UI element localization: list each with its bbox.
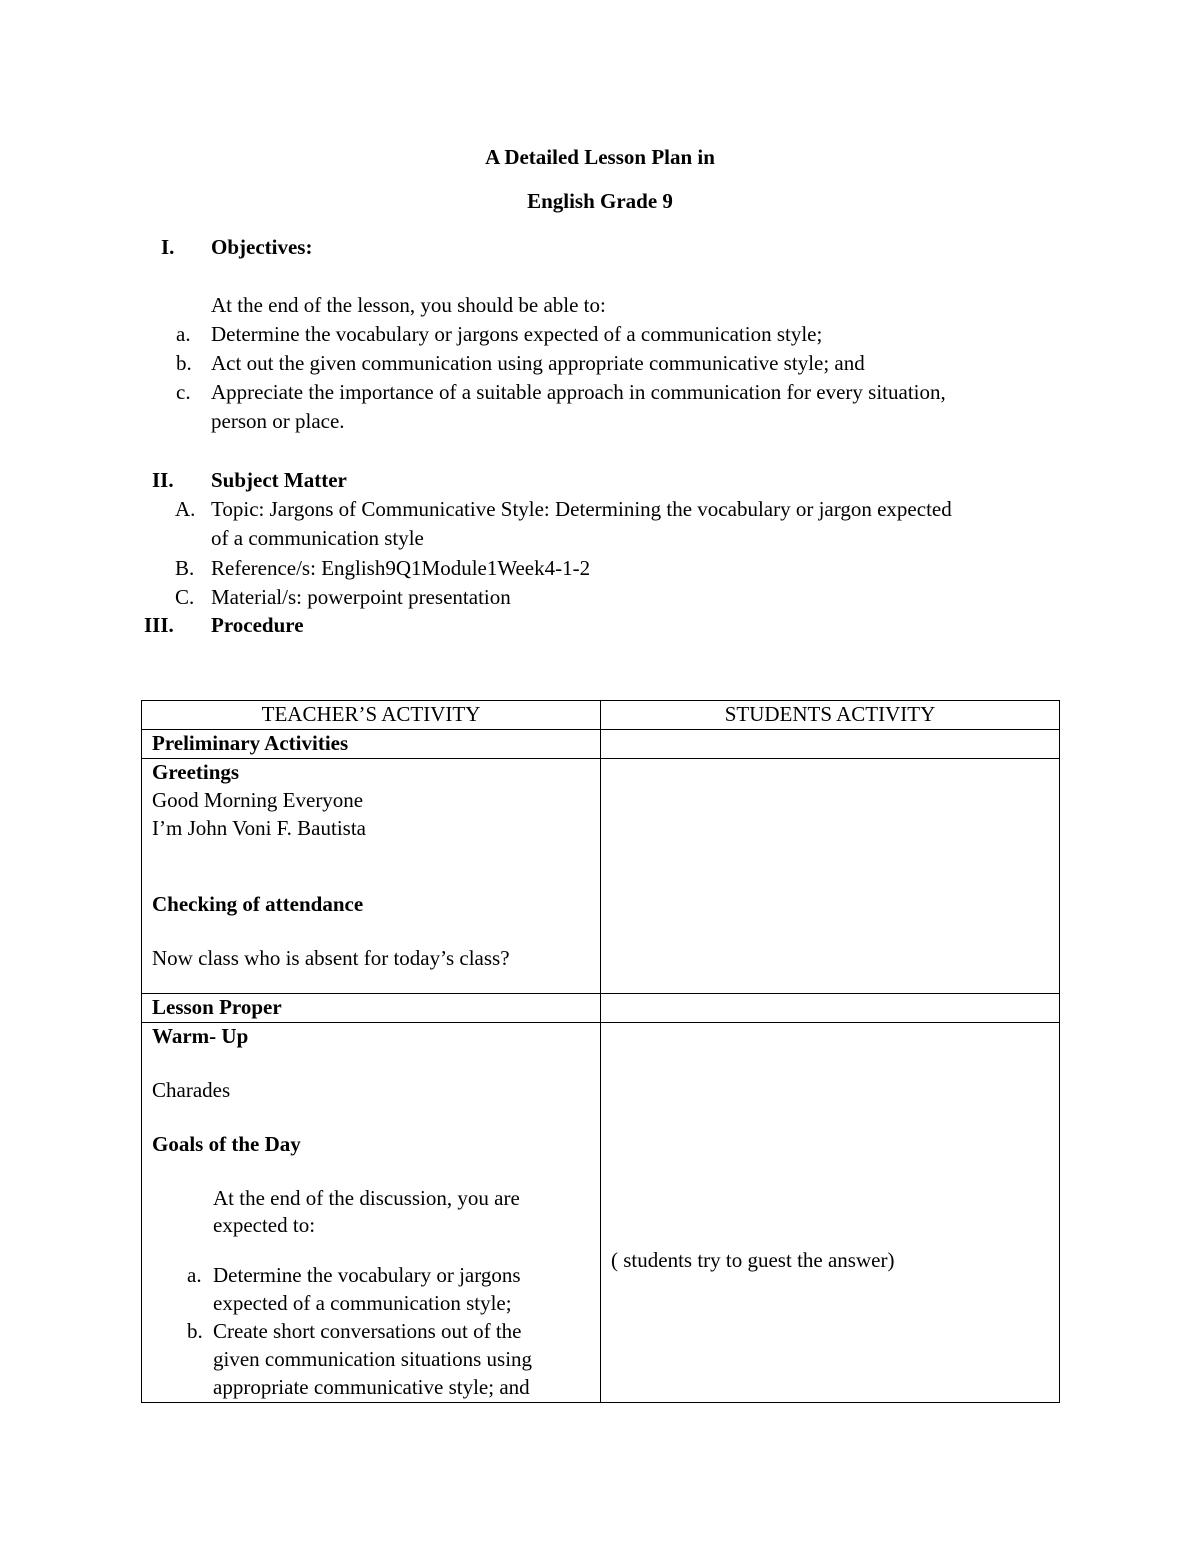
- subject-marker-b: B.: [175, 556, 195, 580]
- attendance-question: Now class who is absent for today’s class?: [152, 945, 510, 970]
- objective-marker-c: c.: [176, 380, 191, 404]
- subject-item-topic-cont: of a communication style: [211, 526, 424, 550]
- header-students-activity: STUDENTS ACTIVITY: [601, 701, 1060, 730]
- title-line-1: A Detailed Lesson Plan in: [485, 145, 715, 169]
- warm-up-heading: Warm- Up: [152, 1023, 249, 1048]
- greetings-line-2: I’m John Voni F. Bautista: [152, 815, 366, 840]
- table-row: [142, 1022, 1060, 1402]
- greetings-heading: Greetings: [152, 759, 240, 784]
- students-cell-empty: [601, 758, 1060, 993]
- goals-intro-line-1: At the end of the discussion, you are: [213, 1185, 520, 1210]
- goal-item-a: [152, 1262, 590, 1318]
- goal-a-line-2: expected of a communication style;: [213, 1291, 512, 1316]
- table-row: [142, 993, 1060, 1022]
- objective-item-c: Appreciate the importance of a suitable approach in communication for every situation,: [211, 380, 946, 404]
- attendance-heading: Checking of attendance: [152, 891, 364, 916]
- table-row: [142, 758, 1060, 993]
- goals-intro-line-2: expected to:: [213, 1213, 316, 1238]
- goal-b-line-1: Create short conversations out of the: [213, 1319, 522, 1344]
- header-teacher-activity: TEACHER’S ACTIVITY: [142, 701, 601, 730]
- subject-marker-c: C.: [175, 585, 195, 609]
- students-cell-empty: [601, 729, 1060, 758]
- objective-item-a: Determine the vocabulary or jargons expected of a communication style;: [211, 322, 823, 346]
- goal-b-line-3: appropriate communicative style; and: [213, 1375, 530, 1400]
- section-numeral-objectives: I.: [161, 235, 175, 259]
- objective-item-c-cont: person or place.: [211, 409, 345, 433]
- goal-marker-a: a.: [187, 1263, 202, 1288]
- greetings-cell: [142, 758, 601, 993]
- section-heading-procedure: Procedure: [211, 613, 304, 637]
- table-header-row: [142, 701, 1060, 730]
- section-numeral-procedure: III.: [144, 613, 174, 637]
- subject-item-topic: Topic: Jargons of Communicative Style: Determining the vocabulary or jargon expected: [211, 497, 952, 521]
- section-numeral-subject: II.: [152, 468, 174, 492]
- objective-item-b: Act out the given communication using appropriate communicative style; and: [211, 351, 865, 375]
- students-cell-empty: [601, 993, 1060, 1022]
- goal-marker-b: b.: [187, 1319, 203, 1344]
- table-row: [142, 729, 1060, 758]
- goal-b-line-2: given communication situations using: [213, 1347, 533, 1372]
- greetings-line-1: Good Morning Everyone: [152, 787, 364, 812]
- subject-item-reference: Reference/s: English9Q1Module1Week4-1-2: [211, 556, 591, 580]
- goal-item-b: [152, 1318, 590, 1402]
- section-heading-objectives: Objectives:: [211, 235, 313, 259]
- preliminary-activities-label: Preliminary Activities: [142, 729, 601, 758]
- lesson-proper-label: Lesson Proper: [142, 993, 601, 1022]
- students-response-cell: [601, 1022, 1060, 1402]
- objective-marker-a: a.: [176, 322, 191, 346]
- subject-marker-a: A.: [175, 497, 196, 521]
- student-response: ( students try to guest the answer): [611, 1247, 895, 1272]
- section-heading-subject: Subject Matter: [211, 468, 347, 492]
- title-line-2: English Grade 9: [527, 189, 673, 213]
- goals-heading: Goals of the Day: [152, 1131, 301, 1156]
- warm-up-cell: [142, 1022, 601, 1402]
- subject-item-materials: Material/s: powerpoint presentation: [211, 585, 511, 609]
- procedure-table: [141, 700, 1060, 1403]
- objectives-intro: At the end of the lesson, you should be able to:: [211, 293, 606, 317]
- warm-up-activity: Charades: [152, 1077, 231, 1102]
- objective-marker-b: b.: [176, 351, 192, 375]
- goal-a-line-1: Determine the vocabulary or jargons: [213, 1263, 521, 1288]
